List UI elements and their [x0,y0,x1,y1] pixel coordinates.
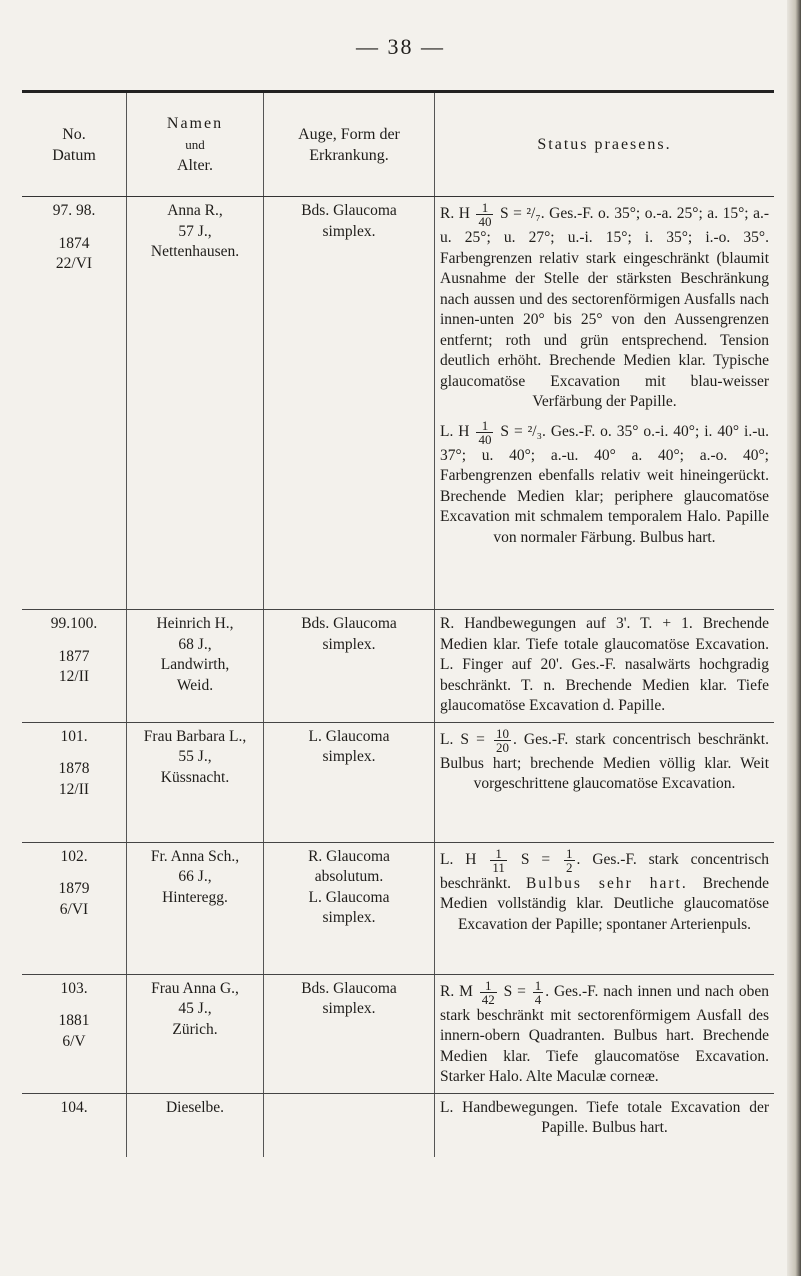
row-diagnosis [264,1093,435,1157]
row-number: 102. [60,847,88,865]
diagnosis-line: simplex. [322,1000,376,1017]
table-row [22,1093,774,1157]
patient-name: Frau Barbara L., [143,727,247,745]
row-no-date [22,842,127,974]
diagnosis-line: L. Glaucoma [308,888,390,906]
row-patient [127,722,264,842]
patient-name: Anna R., [167,202,223,219]
fraction-denominator: 11 [492,859,505,875]
fraction [533,979,544,1006]
patient-place: Küssnacht. [160,768,230,786]
status-eye-label: L. H [440,422,470,440]
table-row [22,842,774,974]
fraction-denominator: 2 [566,859,573,875]
row-date: 12/II [58,668,90,685]
status-eye-label: R. H [440,205,470,223]
row-patient [127,610,264,723]
status-text: S = [503,982,526,1000]
patient-name: Frau Anna G., [151,979,239,997]
row-diagnosis [264,842,435,974]
diagnosis-line: L. Glaucoma [308,727,390,745]
fraction [490,847,507,874]
header-no: No. [62,125,86,143]
row-no-date [22,974,127,1093]
status-eye-label: L. H [440,850,477,868]
row-year: 1879 [58,880,90,897]
row-number: 101. [60,727,88,745]
row-diagnosis [264,610,435,723]
row-no-date [22,722,127,842]
diagnosis-line: Bds. Glaucoma [301,615,397,632]
fraction-denominator: 20 [495,739,509,755]
row-diagnosis [264,197,435,610]
status-text: . Ges.-F. nach innen und nach oben stark beschränkt mit sectorenförmigem Ausfall des innern-obern Quadranten. Bulbus hart. Brechende Medien klar. Tiefe glaucomatöse Excavation. Starker Halo. Alte Maculæ corneæ. [440,982,770,1085]
row-patient [127,1093,264,1157]
patient-place: Hinteregg. [162,888,228,906]
patient-age: 66 J., [178,868,212,885]
patient-age: 68 J., [178,635,212,653]
diagnosis-line: simplex. [322,748,376,765]
row-number: 97. 98. [52,202,96,219]
header-status [435,92,775,197]
row-patient [127,974,264,1093]
table-row [22,722,774,842]
row-no-date [22,610,127,723]
fraction-numerator: 1 [476,419,493,433]
header-no-datum [22,92,127,197]
diagnosis-line: simplex. [322,222,376,240]
header-auge: Auge, Form der [298,125,400,143]
status-emphasis: Bulbus sehr hart. [526,874,688,892]
row-date: 6/VI [59,900,89,918]
fraction-denominator: 42 [481,991,495,1007]
fraction-denominator: 4 [534,991,542,1007]
row-status: L. Handbewegungen. Tiefe totale Excavation der Papille. Bulbus hart. [440,1098,769,1136]
diagnosis-line: absolutum. [314,868,384,885]
row-number: 99.100. [50,615,98,632]
status-text: S = ²/₃. Ges.-F. o. 35° o.-i. 40°; i. 40° i.-u. 37°; u. 40°; a.-u. 40° a. 40°; a.-o. 40°; Farbengrenzen ebenfalls relativ weit hineingerückt. Brechende Medien klar; periphere glaucomatöse Excavation mit schmalem temporalem Halo. Papille von normaler Färbung. Bulbus hart. [440,422,769,546]
diagnosis-line: R. Glaucoma [308,847,390,865]
status-text: Brechende Medien vollständig klar. Deutliche glaucomatöse Excavation der Papille; spontaner Arterienpuls. [440,874,770,933]
row-year: 1878 [58,760,90,777]
row-number: 103. [60,979,88,997]
patient-name: Fr. Anna Sch., [150,847,240,865]
patient-place: Nettenhausen. [150,243,240,260]
header-alter: Alter. [177,157,213,174]
row-number: 104. [60,1098,88,1116]
row-year: 1877 [58,647,90,665]
diagnosis-line: Bds. Glaucoma [301,979,397,997]
status-text: . Ges.-F. stark concentrisch beschränkt. Bulbus hart; brechende Medien völlig klar. Weit vorgeschrittene glaucomatöse Excavation. [440,730,769,792]
row-patient [127,842,264,974]
row-diagnosis [264,722,435,842]
diagnosis-line: simplex. [322,909,376,926]
header-und: und [185,137,205,152]
header-status-praesens: Status praesens. [537,136,672,153]
patient-age: 45 J., [178,1000,212,1017]
patient-name: Heinrich H., [156,615,234,632]
row-status [435,842,775,974]
fraction-numerator: 1 [534,977,542,993]
page-number: — 38 — [356,34,445,59]
row-patient [127,197,264,610]
status-eye-label: L. S = [440,730,485,748]
row-date: 12/II [58,780,90,798]
header-erkrankung: Erkrankung. [309,146,389,164]
fraction-numerator: 1 [480,979,497,993]
row-diagnosis [264,974,435,1093]
fraction-numerator: 1 [566,845,573,861]
row-no-date [22,1093,127,1157]
status-text: . Ges.-F. stark concentrisch beschränkt. [440,850,769,892]
row-status [435,974,775,1093]
patient-age: 55 J., [178,748,212,765]
diagnosis-line: Bds. Glaucoma [301,202,397,219]
row-no-date [22,197,127,610]
patient-name: Dieselbe. [165,1098,225,1116]
fraction-numerator: 10 [495,725,509,741]
fraction-numerator: 1 [476,201,493,215]
status-eye-label: R. M [440,982,473,1000]
patient-occupation: Landwirth, [160,656,230,673]
row-date: 6/V [62,1032,86,1050]
table-header-row [22,92,774,197]
patient-age: 57 J., [178,222,212,240]
fraction [494,727,511,754]
status-text: S = [520,850,551,868]
header-datum: Datum [52,146,96,164]
row-status: R. Handbewegungen auf 3'. T. + 1. Brechende Medien klar. Tiefe totale glaucomatöse Excavation. L. Finger auf 20'. Ges.-F. nasalwärts hochgradig beschränkt. T. n. Brechende Medien klar. Tiefe glaucomatöse Excavation d. Papille. [435,610,775,723]
diagnosis-line: simplex. [322,635,376,653]
row-year: 1874 [58,234,90,252]
fraction [476,201,493,228]
fraction [476,419,493,446]
fraction-denominator: 40 [478,431,492,447]
table-row [22,974,774,1093]
patient-place: Weid. [176,676,214,694]
table-row [22,197,774,610]
patient-place: Zürich. [172,1020,218,1038]
row-status [435,197,775,610]
header-namen: Namen [166,115,224,132]
row-date: 22/VI [55,255,93,272]
patient-register-table [22,90,774,1157]
page-edge-shadow [787,0,801,1276]
fraction-denominator: 40 [478,214,492,229]
fraction [564,847,575,874]
row-year: 1881 [58,1012,90,1029]
header-name-age [127,92,264,197]
fraction [480,979,497,1006]
table-row [22,610,774,723]
status-text: S = ²/₇. Ges.-F. o. 35°; o.-a. 25°; a. 15°; a.-u. 25°; u. 27°; u.-i. 15°; i. 35°; i.-o. 35°. Farbengrenzen relativ stark eingeschränkt (blaumit Ausnahme der Stelle der stärksten Beschränkung nach aussen und des sectorenförmigen Ausfalls nach innen-unten 20° bis 25° von den Aussengrenzen entfernt; roth und grün entsprechend. Tension deutlich erhöht. Brechende Medien klar. Typische glaucomatöse Excavation mit blau-weisser Verfärbung der Papille. [440,205,770,410]
fraction-numerator: 1 [490,847,507,861]
row-status [435,722,775,842]
header-eye-diagnosis [264,92,435,197]
